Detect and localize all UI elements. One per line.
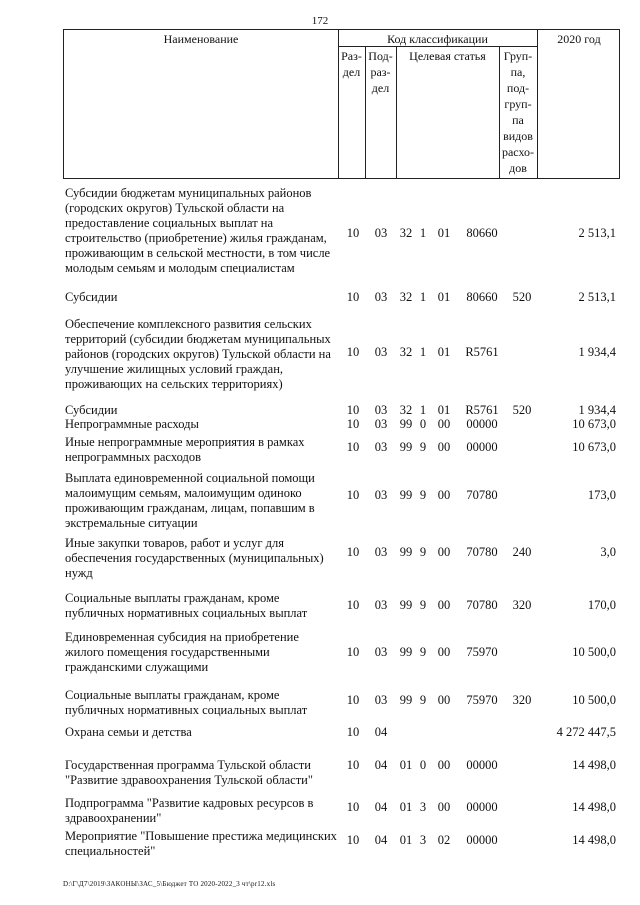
code-razdel: 10 (346, 545, 360, 559)
row-name: Иные закупки товаров, работ и услуг для обеспечения государственных (муниципальных) нужд (65, 536, 324, 580)
code-c2: 3 (419, 833, 427, 847)
header-group: Груп- па, под- груп- па видов расхо- дов (501, 49, 535, 175)
row-name: Охрана семьи и детства (65, 725, 192, 739)
code-c3: 00 (437, 693, 451, 707)
code-c3: 01 (437, 290, 451, 304)
code-c2: 9 (419, 488, 427, 502)
code-c4: 00000 (466, 417, 498, 431)
code-c2: 9 (419, 693, 427, 707)
code-c1: 32 (399, 345, 413, 359)
code-group: 320 (512, 693, 532, 707)
code-razdel: 10 (346, 833, 360, 847)
code-c1: 32 (399, 226, 413, 240)
code-c1: 99 (399, 598, 413, 612)
code-podrazdel: 03 (374, 417, 388, 431)
code-podrazdel: 03 (374, 598, 388, 612)
code-razdel: 10 (346, 417, 360, 431)
code-razdel: 10 (346, 226, 360, 240)
row-name: Иные непрограммные мероприятия в рамках непрограммных расходов (65, 435, 305, 464)
code-razdel: 10 (346, 403, 360, 417)
row-amount: 10 500,0 (572, 645, 616, 659)
code-c2: 9 (419, 440, 427, 454)
file-path: D:\Г\Д7\2019\ЗАКОНЫ\ЗАС_5\Бюджет ТО 2020-2022_3 чт\pr12.xls (63, 880, 276, 888)
col-divider (396, 46, 397, 178)
code-c1: 01 (399, 758, 413, 772)
code-razdel: 10 (346, 345, 360, 359)
row-amount: 2 513,1 (578, 290, 616, 304)
header-year: 2020 год (557, 32, 601, 46)
code-podrazdel: 04 (374, 800, 388, 814)
code-c3: 01 (437, 403, 451, 417)
row-name: Единовременная субсидия на приобретение жилого помещения государственными гражданскими служащими (65, 630, 299, 674)
code-podrazdel: 03 (374, 545, 388, 559)
code-c3: 01 (437, 345, 451, 359)
code-podrazdel: 04 (374, 833, 388, 847)
code-c4: 70780 (466, 598, 498, 612)
code-c2: 9 (419, 598, 427, 612)
code-razdel: 10 (346, 440, 360, 454)
row-amount: 173,0 (587, 488, 616, 502)
row-amount: 14 498,0 (572, 833, 616, 847)
header-code: Код классификации (387, 32, 488, 46)
code-razdel: 10 (346, 725, 360, 739)
code-c4: 00000 (466, 833, 498, 847)
code-group: 240 (512, 545, 532, 559)
code-c4: R5761 (465, 345, 499, 359)
header-name: Наименование (163, 32, 239, 46)
code-c3: 02 (437, 833, 451, 847)
code-c2: 1 (419, 226, 427, 240)
col-divider (537, 30, 538, 178)
header-target: Целевая статья (409, 49, 486, 63)
row-name: Социальные выплаты гражданам, кроме публичных нормативных социальных выплат (65, 688, 308, 717)
code-c2: 0 (419, 758, 427, 772)
code-c1: 01 (399, 800, 413, 814)
code-c3: 00 (437, 758, 451, 772)
row-name: Обеспечение комплексного развития сельских территорий (субсидии бюджетам муниципальных районов (городских округов) Тульской области на улучшение жилищных условий граждан, проживающих на сельских территориях) (65, 317, 331, 391)
header-razdel: Раз- дел (341, 49, 362, 79)
row-name: Выплата единовременной социальной помощи малоимущим семьям, малоимущим одиноко проживающим гражданам, лицам, попавшим в экстремальные ситуации (65, 471, 315, 530)
code-group: 320 (512, 598, 532, 612)
code-c3: 00 (437, 417, 451, 431)
code-razdel: 10 (346, 290, 360, 304)
code-c3: 00 (437, 598, 451, 612)
code-podrazdel: 03 (374, 345, 388, 359)
code-c1: 32 (399, 403, 413, 417)
code-c2: 9 (419, 545, 427, 559)
code-c4: 00000 (466, 800, 498, 814)
row-name: Субсидии бюджетам муниципальных районов (городских округов) Тульской области на предоставление социальных выплат на строительство (приобретение) жилья гражданам, проживающим в сельской местности, в том числе молодым семьям и молодым специалистам (65, 186, 331, 275)
code-c1: 99 (399, 693, 413, 707)
code-c2: 0 (419, 417, 427, 431)
code-c4: 70780 (466, 545, 498, 559)
code-c4: 75970 (466, 693, 498, 707)
code-c1: 01 (399, 833, 413, 847)
code-c2: 1 (419, 290, 427, 304)
code-c4: 70780 (466, 488, 498, 502)
row-amount: 1 934,4 (578, 345, 616, 359)
code-podrazdel: 04 (374, 758, 388, 772)
code-podrazdel: 03 (374, 440, 388, 454)
row-amount: 10 673,0 (572, 417, 616, 431)
code-podrazdel: 03 (374, 290, 388, 304)
code-podrazdel: 03 (374, 226, 388, 240)
code-c3: 00 (437, 545, 451, 559)
code-group: 520 (512, 290, 532, 304)
code-c4: R5761 (465, 403, 499, 417)
page-number: 172 (311, 15, 329, 27)
code-c1: 32 (399, 290, 413, 304)
code-c4: 00000 (466, 758, 498, 772)
code-podrazdel: 03 (374, 488, 388, 502)
code-c4: 80660 (466, 226, 498, 240)
code-c1: 99 (399, 545, 413, 559)
code-c1: 99 (399, 417, 413, 431)
code-c2: 1 (419, 403, 427, 417)
row-amount: 2 513,1 (578, 226, 616, 240)
code-podrazdel: 03 (374, 693, 388, 707)
row-name: Мероприятие "Повышение престижа медицинских специальностей" (65, 829, 337, 858)
code-c2: 1 (419, 345, 427, 359)
code-c2: 9 (419, 645, 427, 659)
row-name: Субсидии (65, 403, 118, 417)
row-amount: 4 272 447,5 (556, 725, 616, 739)
code-podrazdel: 03 (374, 403, 388, 417)
code-c3: 00 (437, 800, 451, 814)
row-amount: 1 934,4 (578, 403, 616, 417)
code-c4: 00000 (466, 440, 498, 454)
row-name: Субсидии (65, 290, 118, 304)
code-c2: 3 (419, 800, 427, 814)
row-amount: 14 498,0 (572, 800, 616, 814)
code-c3: 00 (437, 440, 451, 454)
table-header (63, 29, 620, 179)
code-group: 520 (512, 403, 532, 417)
code-razdel: 10 (346, 488, 360, 502)
code-razdel: 10 (346, 758, 360, 772)
code-razdel: 10 (346, 645, 360, 659)
row-name: Государственная программа Тульской области "Развитие здравоохранения Тульской области" (65, 758, 313, 787)
code-c3: 00 (437, 645, 451, 659)
code-c3: 00 (437, 488, 451, 502)
row-amount: 170,0 (587, 598, 616, 612)
code-podrazdel: 03 (374, 645, 388, 659)
row-name: Социальные выплаты гражданам, кроме публичных нормативных социальных выплат (65, 591, 308, 620)
code-c1: 99 (399, 488, 413, 502)
code-c3: 01 (437, 226, 451, 240)
code-razdel: 10 (346, 800, 360, 814)
code-podrazdel: 04 (374, 725, 388, 739)
row-amount: 3,0 (600, 545, 616, 559)
row-amount: 10 673,0 (572, 440, 616, 454)
header-podrazdel: Под- раз- дел (368, 49, 393, 95)
row-amount: 10 500,0 (572, 693, 616, 707)
row-amount: 14 498,0 (572, 758, 616, 772)
code-c4: 75970 (466, 645, 498, 659)
code-c1: 99 (399, 645, 413, 659)
row-name: Непрограммные расходы (65, 417, 199, 431)
code-razdel: 10 (346, 693, 360, 707)
code-c1: 99 (399, 440, 413, 454)
code-c4: 80660 (466, 290, 498, 304)
code-razdel: 10 (346, 598, 360, 612)
row-name: Подпрограмма "Развитие кадровых ресурсов в здравоохранении" (65, 796, 314, 825)
